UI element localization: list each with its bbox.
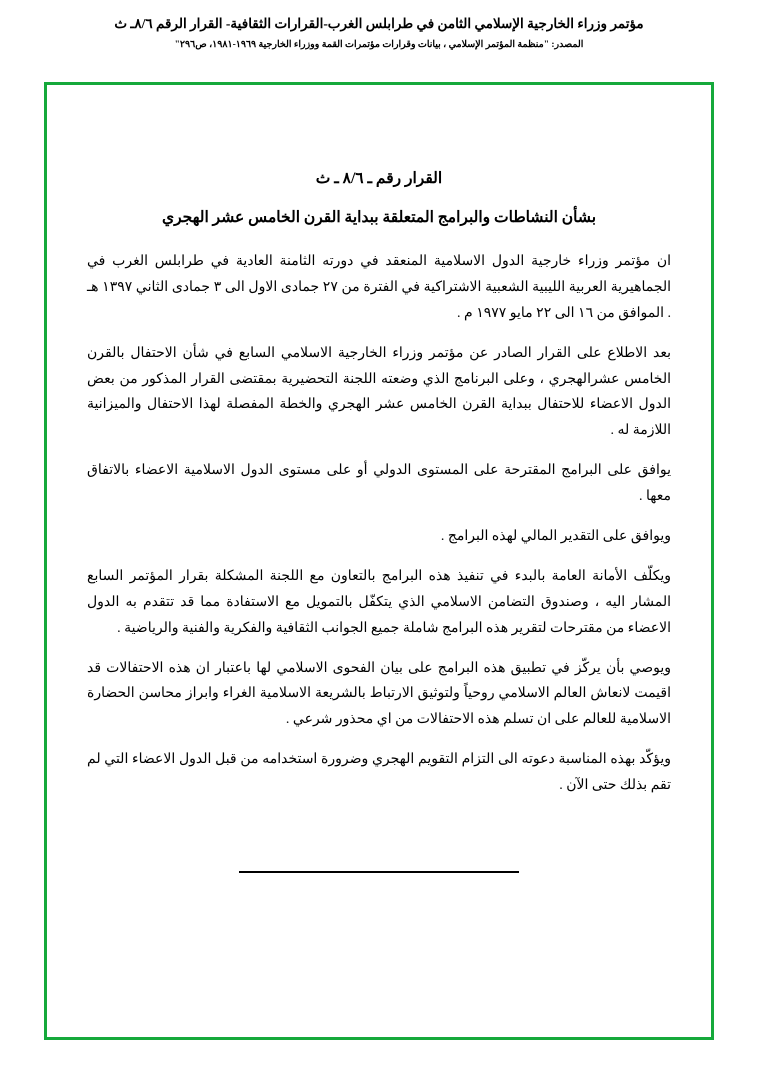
header-title: مؤتمر وزراء الخارجية الإسلامي الثامن في طرابلس الغرب-القرارات الثقافية- القرار الرقم ٨/٦ـ ث (114, 16, 644, 31)
paragraph-4: ويوافق على التقدير المالي لهذه البرامج . (440, 529, 671, 545)
paragraph-7: ويؤكّد بهذه المناسبة دعوته الى التزام التقويم الهجري وضرورة استخدامه من قبل الدول الاعضاء التي لم تقم بذلك حتى الآن . (87, 752, 671, 794)
paragraph-6: ويوصي بأن يركّز في تطبيق هذه البرامج على بيان الفحوى الاسلامي لها باعتبار ان هذه الاحتفالات قد اقيمت لانعاش العالم الاسلامي روحياً ولتوثيق الارتباط بالشريعة الاسلامية الغراء وابراز محاسن الحضارة الاسلامية للعالم على ان تسلم هذه الاحتفالات من اي محذور شرعي . (87, 660, 671, 728)
resolution-subject: بشأن النشاطات والبرامج المتعلقة ببداية القرن الخامس عشر الهجري (161, 209, 597, 226)
paragraph-1: ان مؤتمر وزراء خارجية الدول الاسلامية المنعقد في دورته الثامنة العادية في طرابلس الغرب في الجماهيرية العربية الليبية الشعبية الاشتراكية في الفترة من ٢٧ جمادى الاول الى ٣ جمادى الثاني ١٣٩٧ هـ . الموافق من ١٦ الى ٢٢ مايو ١٩٧٧ م . (87, 254, 672, 321)
header-source: المصدر: "منظمة المؤتمر الإسلامي ، بيانات وقرارات مؤتمرات القمة ووزراء الخارجية ١٩٦٩-١٩٨١، ص٢٩٦" (174, 40, 584, 51)
paragraph-2: بعد الاطلاع على القرار الصادر عن مؤتمر وزراء الخارجية الاسلامي السابع في شأن الاحتفال بالقرن الخامس عشرالهجري ، وعلى البرنامج الذي وضعته اللجنة التحضيرية بمقتضى القرار المذكور من بعض الدول الاعضاء للاحتفال ببداية القرن الخامس عشر الهجري والخطة المفصلة لهذا الاحتفال والميزانية اللازمة له . (87, 345, 671, 439)
page-header (0, 0, 758, 53)
green-border-frame (44, 82, 714, 1040)
paragraph-5: ويكلّف الأمانة العامة بالبدء في تنفيذ هذه البرامج بالتعاون مع اللجنة المشكلة بقرار المؤتمر السابع المشار اليه ، وصندوق التضامن الاسلامي الذي يتكفّل بالتمويل مع الاستفادة مما قد تتقدم به الدول الاعضاء من مقترحات لتقرير هذه البرامج شاملة جميع الجوانب الثقافية والفكرية والفنية والرياضية . (87, 568, 671, 636)
resolution-number: القرار رقم ـ ٨/٦ ـ ث (315, 170, 443, 187)
paragraph-3: يوافق على البرامج المقترحة على المستوى الدولي أو على مستوى الدول الاسلامية الاعضاء بالاتفاق معها . (87, 463, 671, 505)
signature-rule (239, 871, 519, 873)
document-body (47, 85, 711, 1037)
